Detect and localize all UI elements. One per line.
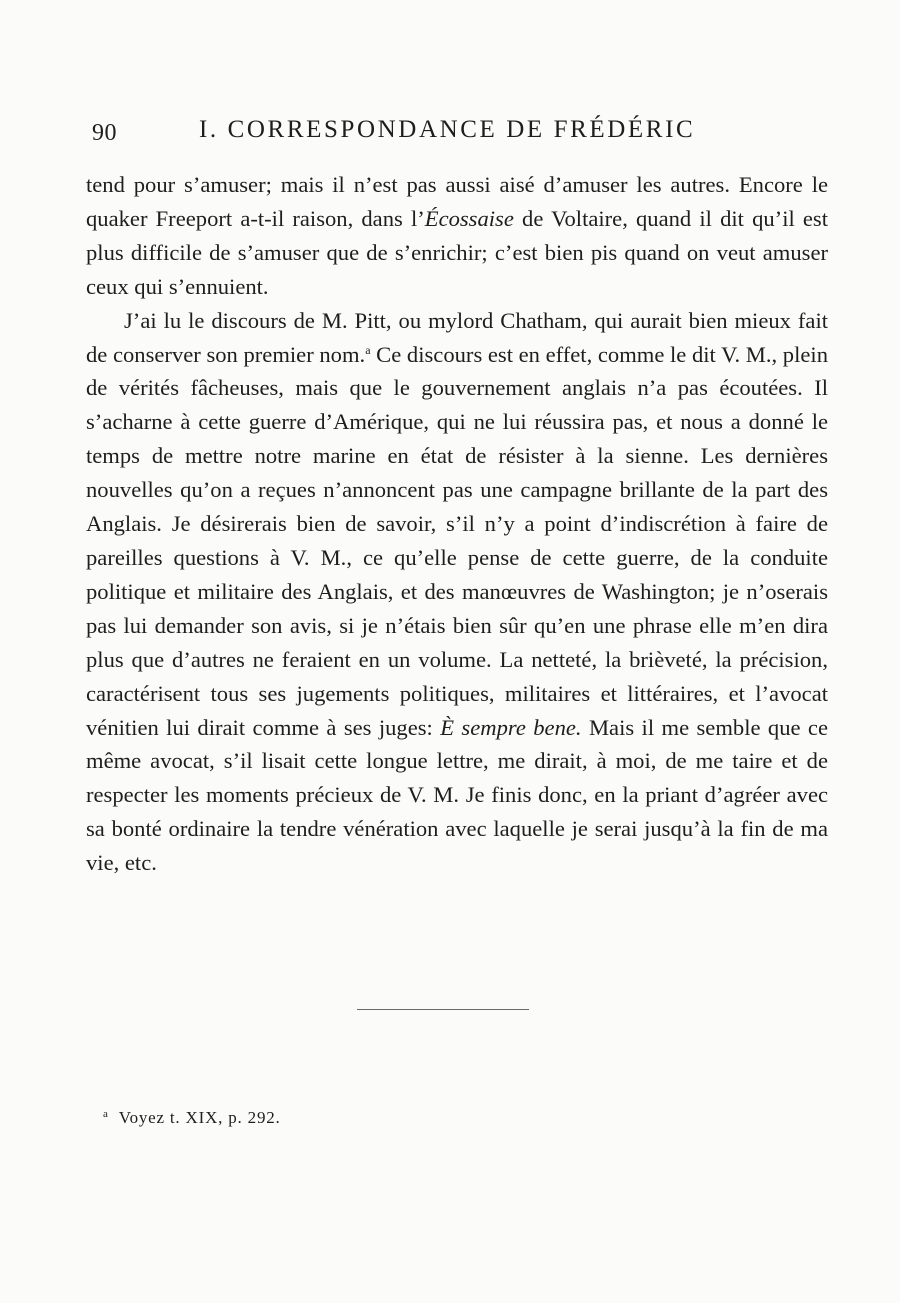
running-title: I. CORRESPONDANCE DE FRÉDÉRIC xyxy=(199,116,696,143)
page-number: 90 xyxy=(92,120,117,146)
paragraph-text: Mais il me semble que ce même avocat, s’il lisait cette longue lettre, me dirait, à moi, de me taire et de respecter les moments précieux de V. M. Je finis donc, en la priant d’agréer avec sa bonté ordinaire la tendre vénération avec laquelle je serai jusqu’à la fin de ma vie, etc. xyxy=(86,714,828,876)
paragraph-text: de Voltaire, quand il dit qu’il est plus difficile de s’amuser que de s’enrichir; c’est bien pis quand on veut amuser ceux qui s’ennuient. xyxy=(86,205,829,299)
paragraph-text: Ce discours est en effet, comme le dit V. M., plein de vérités fâcheuses, mais que le gouvernement anglais n’a pas écoutées. Il s’acharne à cette guerre d’Amérique, qui ne lui réussira pas, et nous a donné le temps de mettre notre marine en état de résister à la sienne. Les dernières nouvelles qu’on a reçues n’annoncent pas une campagne brillante de la part des Anglais. Je désirerais bien de savoir, s’il n’y a point d’indiscrétion à faire de pareilles questions à V. M., ce qu’elle pense de cette guerre, de la conduite politique et militaire des Anglais, et des manœuvres de Washington; je n’oserais pas lui demander son avis, si je n’étais bien sûr qu’en une phrase elle m’en dira plus que d’autres ne feraient en un volume. La netteté, la brièveté, la précision, caractérisent tous ses jugements politiques, militaires et littéraires, et l’avocat vénitien lui dirait comme à ses juges: xyxy=(86,341,828,740)
body-text xyxy=(86,168,828,880)
italic-title: Écossaise xyxy=(424,205,514,231)
section-divider xyxy=(357,1009,529,1010)
footnote-mark: a xyxy=(103,1108,109,1120)
footnote-reference: a xyxy=(365,342,371,357)
paragraph xyxy=(86,168,828,304)
paragraph-text: J’ai lu le discours de M. Pitt, ou mylord Chatham, qui aurait bien mieux fait de conserver son premier nom. xyxy=(86,307,828,367)
running-head xyxy=(92,116,732,156)
italic-quote: È sempre bene. xyxy=(440,714,582,740)
paragraph xyxy=(86,304,828,880)
footnote xyxy=(103,1108,281,1128)
footnote-text: Voyez t. XIX, p. 292. xyxy=(118,1108,281,1127)
paragraph-text: tend pour s’amuser; mais il n’est pas aussi aisé d’amuser les autres. Encore le quaker Freeport a-t-il raison, dans l’ xyxy=(86,172,828,231)
